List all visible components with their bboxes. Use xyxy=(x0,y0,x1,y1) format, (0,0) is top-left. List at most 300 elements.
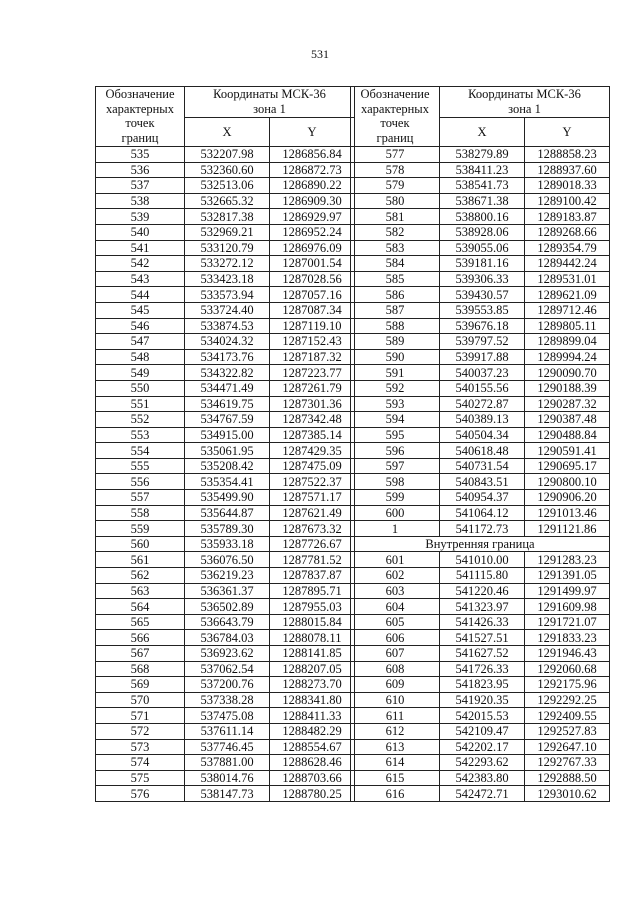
coord-y: 1286856.84 xyxy=(270,147,355,163)
point-number: 609 xyxy=(351,677,440,693)
coord-x: 542383.80 xyxy=(440,770,525,786)
table-row xyxy=(96,661,355,677)
coord-x: 538411.23 xyxy=(440,162,525,178)
coord-y: 1292647.10 xyxy=(525,739,610,755)
point-number: 570 xyxy=(96,692,185,708)
coord-y: 1290800.10 xyxy=(525,474,610,490)
point-number: 591 xyxy=(351,365,440,381)
table-row xyxy=(351,786,610,802)
table-row xyxy=(351,349,610,365)
table-row xyxy=(96,427,355,443)
table-row xyxy=(351,443,610,459)
point-number: 575 xyxy=(96,770,185,786)
table-row xyxy=(351,770,610,786)
point-number: 559 xyxy=(96,521,185,537)
table-row xyxy=(96,552,355,568)
point-number: 553 xyxy=(96,427,185,443)
table-row xyxy=(351,271,610,287)
coord-y: 1286890.22 xyxy=(270,178,355,194)
table-row xyxy=(351,723,610,739)
coord-x: 535933.18 xyxy=(185,536,270,552)
coord-y: 1291499.97 xyxy=(525,583,610,599)
point-number: 543 xyxy=(96,271,185,287)
table-row xyxy=(351,505,610,521)
table-row xyxy=(96,614,355,630)
coord-x: 535644.87 xyxy=(185,505,270,521)
coord-y: 1289712.46 xyxy=(525,302,610,318)
point-number: 568 xyxy=(96,661,185,677)
table-row xyxy=(96,474,355,490)
table-row xyxy=(351,521,610,537)
coord-y: 1288341.80 xyxy=(270,692,355,708)
coord-y: 1291946.43 xyxy=(525,646,610,662)
point-number: 590 xyxy=(351,349,440,365)
coord-y: 1287087.34 xyxy=(270,302,355,318)
coord-y: 1289183.87 xyxy=(525,209,610,225)
coord-x: 539306.33 xyxy=(440,271,525,287)
coord-y: 1287001.54 xyxy=(270,256,355,272)
coord-x: 535789.30 xyxy=(185,521,270,537)
point-number: 552 xyxy=(96,412,185,428)
point-number: 548 xyxy=(96,349,185,365)
coord-x: 534322.82 xyxy=(185,365,270,381)
coord-y: 1290695.17 xyxy=(525,458,610,474)
coord-y: 1288015.84 xyxy=(270,614,355,630)
point-number: 542 xyxy=(96,256,185,272)
table-row xyxy=(96,583,355,599)
coord-x: 541064.12 xyxy=(440,505,525,521)
coord-y: 1290591.41 xyxy=(525,443,610,459)
coord-x: 542472.71 xyxy=(440,786,525,802)
coord-y: 1287187.32 xyxy=(270,349,355,365)
coord-y: 1288207.05 xyxy=(270,661,355,677)
page-number: 531 xyxy=(311,47,329,61)
table-row xyxy=(351,224,610,240)
table-row xyxy=(351,646,610,662)
point-number: 605 xyxy=(351,614,440,630)
point-number: 580 xyxy=(351,193,440,209)
coord-y: 1293010.62 xyxy=(525,786,610,802)
table-row xyxy=(351,568,610,584)
point-number: 602 xyxy=(351,568,440,584)
coord-y: 1291391.05 xyxy=(525,568,610,584)
table-row xyxy=(96,209,355,225)
point-number: 604 xyxy=(351,599,440,615)
table-row xyxy=(351,427,610,443)
point-number: 616 xyxy=(351,786,440,802)
point-number: 571 xyxy=(96,708,185,724)
coord-x: 536076.50 xyxy=(185,552,270,568)
point-number: 539 xyxy=(96,209,185,225)
table-row xyxy=(96,630,355,646)
table-row xyxy=(96,412,355,428)
section-row xyxy=(351,536,610,552)
coord-y: 1288482.29 xyxy=(270,723,355,739)
table-row xyxy=(96,786,355,802)
coord-x: 541010.00 xyxy=(440,552,525,568)
coord-y: 1287342.48 xyxy=(270,412,355,428)
coord-x: 535499.90 xyxy=(185,490,270,506)
table-row xyxy=(351,630,610,646)
table-row xyxy=(351,287,610,303)
point-number: 558 xyxy=(96,505,185,521)
coord-x: 534024.32 xyxy=(185,334,270,350)
coord-x: 532207.98 xyxy=(185,147,270,163)
coord-y: 1291609.98 xyxy=(525,599,610,615)
point-number: 560 xyxy=(96,536,185,552)
coord-y: 1290090.70 xyxy=(525,365,610,381)
coord-x: 540843.51 xyxy=(440,474,525,490)
coord-x: 536502.89 xyxy=(185,599,270,615)
table-row xyxy=(96,365,355,381)
table-row xyxy=(96,318,355,334)
table-row xyxy=(96,443,355,459)
coord-x: 540954.37 xyxy=(440,490,525,506)
coord-x: 533423.18 xyxy=(185,271,270,287)
coord-x: 540618.48 xyxy=(440,443,525,459)
point-number: 586 xyxy=(351,287,440,303)
coord-x: 537338.28 xyxy=(185,692,270,708)
table-row xyxy=(96,271,355,287)
point-number: 556 xyxy=(96,474,185,490)
coord-y: 1287152.43 xyxy=(270,334,355,350)
point-number: 561 xyxy=(96,552,185,568)
point-number: 555 xyxy=(96,458,185,474)
coord-x: 536784.03 xyxy=(185,630,270,646)
coord-y: 1289442.24 xyxy=(525,256,610,272)
coord-x: 537611.14 xyxy=(185,723,270,739)
point-number: 583 xyxy=(351,240,440,256)
coord-x: 541220.46 xyxy=(440,583,525,599)
point-number: 567 xyxy=(96,646,185,662)
point-number: 557 xyxy=(96,490,185,506)
point-number: 573 xyxy=(96,739,185,755)
coord-x: 539055.06 xyxy=(440,240,525,256)
coord-x: 539797.52 xyxy=(440,334,525,350)
point-number: 550 xyxy=(96,380,185,396)
point-number: 572 xyxy=(96,723,185,739)
left-table-body xyxy=(96,147,355,802)
point-number: 592 xyxy=(351,380,440,396)
coord-x: 536361.37 xyxy=(185,583,270,599)
table-row xyxy=(96,521,355,537)
coord-y: 1289018.33 xyxy=(525,178,610,194)
table-row xyxy=(351,661,610,677)
table-row xyxy=(351,396,610,412)
coord-x: 538147.73 xyxy=(185,786,270,802)
point-number: 564 xyxy=(96,599,185,615)
coord-x: 532969.21 xyxy=(185,224,270,240)
table-row xyxy=(96,287,355,303)
table-row xyxy=(96,380,355,396)
coord-y: 1292292.25 xyxy=(525,692,610,708)
point-number: 537 xyxy=(96,178,185,194)
coord-x: 541323.97 xyxy=(440,599,525,615)
coord-y: 1290188.39 xyxy=(525,380,610,396)
table-row xyxy=(96,224,355,240)
coord-x: 541172.73 xyxy=(440,521,525,537)
coord-x: 539676.18 xyxy=(440,318,525,334)
coord-x: 534471.49 xyxy=(185,380,270,396)
point-number: 540 xyxy=(96,224,185,240)
point-number: 574 xyxy=(96,755,185,771)
coord-y: 1286909.30 xyxy=(270,193,355,209)
coord-x: 533120.79 xyxy=(185,240,270,256)
point-number: 611 xyxy=(351,708,440,724)
coord-x: 540037.23 xyxy=(440,365,525,381)
coord-x: 532665.32 xyxy=(185,193,270,209)
header-coordinates: Координаты МСК-36 зона 1 xyxy=(185,87,355,118)
table-row xyxy=(96,349,355,365)
table-row xyxy=(96,739,355,755)
table-row xyxy=(351,162,610,178)
table-row xyxy=(351,755,610,771)
table-row xyxy=(96,302,355,318)
coord-y: 1292060.68 xyxy=(525,661,610,677)
point-number: 569 xyxy=(96,677,185,693)
point-number: 551 xyxy=(96,396,185,412)
coord-y: 1292767.33 xyxy=(525,755,610,771)
coord-y: 1287301.36 xyxy=(270,396,355,412)
point-number: 613 xyxy=(351,739,440,755)
point-number: 612 xyxy=(351,723,440,739)
coord-x: 542109.47 xyxy=(440,723,525,739)
coord-x: 536643.79 xyxy=(185,614,270,630)
coord-y: 1287781.52 xyxy=(270,552,355,568)
coord-x: 533573.94 xyxy=(185,287,270,303)
coord-y: 1287571.17 xyxy=(270,490,355,506)
coord-x: 537746.45 xyxy=(185,739,270,755)
point-number: 582 xyxy=(351,224,440,240)
coord-x: 542202.17 xyxy=(440,739,525,755)
coord-y: 1287621.49 xyxy=(270,505,355,521)
coord-y: 1288703.66 xyxy=(270,770,355,786)
point-number: 579 xyxy=(351,178,440,194)
point-number: 593 xyxy=(351,396,440,412)
coord-y: 1288411.33 xyxy=(270,708,355,724)
coord-y: 1288554.67 xyxy=(270,739,355,755)
coord-x: 540731.54 xyxy=(440,458,525,474)
coord-y: 1289805.11 xyxy=(525,318,610,334)
coord-y: 1288858.23 xyxy=(525,147,610,163)
point-number: 577 xyxy=(351,147,440,163)
table-row xyxy=(351,240,610,256)
coord-x: 541115.80 xyxy=(440,568,525,584)
coord-x: 537200.76 xyxy=(185,677,270,693)
coord-y: 1287673.32 xyxy=(270,521,355,537)
coord-y: 1292409.55 xyxy=(525,708,610,724)
point-number: 595 xyxy=(351,427,440,443)
coord-y: 1287475.09 xyxy=(270,458,355,474)
coordinates-table-right xyxy=(350,86,610,802)
coord-x: 538671.38 xyxy=(440,193,525,209)
point-number: 599 xyxy=(351,490,440,506)
point-number: 610 xyxy=(351,692,440,708)
table-row xyxy=(351,708,610,724)
coord-x: 541726.33 xyxy=(440,661,525,677)
coord-x: 540504.34 xyxy=(440,427,525,443)
coord-x: 541627.52 xyxy=(440,646,525,662)
coord-y: 1287385.14 xyxy=(270,427,355,443)
point-number: 585 xyxy=(351,271,440,287)
table-row xyxy=(351,739,610,755)
coord-y: 1292888.50 xyxy=(525,770,610,786)
table-row xyxy=(351,334,610,350)
table-row xyxy=(96,458,355,474)
point-number: 554 xyxy=(96,443,185,459)
point-number: 578 xyxy=(351,162,440,178)
coord-x: 542293.62 xyxy=(440,755,525,771)
header-coordinates: Координаты МСК-36 зона 1 xyxy=(440,87,610,118)
coord-y: 1286952.24 xyxy=(270,224,355,240)
point-number: 615 xyxy=(351,770,440,786)
coord-x: 533724.40 xyxy=(185,302,270,318)
coord-x: 535061.95 xyxy=(185,443,270,459)
point-number: 581 xyxy=(351,209,440,225)
table-row xyxy=(96,708,355,724)
coord-y: 1287057.16 xyxy=(270,287,355,303)
coord-x: 536219.23 xyxy=(185,568,270,584)
table-row xyxy=(351,147,610,163)
point-number: 562 xyxy=(96,568,185,584)
coord-x: 538800.16 xyxy=(440,209,525,225)
point-number: 544 xyxy=(96,287,185,303)
coord-y: 1289899.04 xyxy=(525,334,610,350)
header-point-label: Обозначение характерных точек границ xyxy=(96,87,185,147)
coord-x: 532817.38 xyxy=(185,209,270,225)
point-number: 597 xyxy=(351,458,440,474)
point-number: 538 xyxy=(96,193,185,209)
point-number: 563 xyxy=(96,583,185,599)
point-number: 601 xyxy=(351,552,440,568)
coord-x: 534619.75 xyxy=(185,396,270,412)
coord-x: 541426.33 xyxy=(440,614,525,630)
coord-y: 1289531.01 xyxy=(525,271,610,287)
table-row xyxy=(96,723,355,739)
table-row xyxy=(351,552,610,568)
coord-y: 1289100.42 xyxy=(525,193,610,209)
coord-x: 538279.89 xyxy=(440,147,525,163)
coord-x: 536923.62 xyxy=(185,646,270,662)
table-row xyxy=(351,583,610,599)
table-row xyxy=(96,147,355,163)
header-x: X xyxy=(185,118,270,147)
point-number: 587 xyxy=(351,302,440,318)
coord-x: 537475.08 xyxy=(185,708,270,724)
table-row xyxy=(96,599,355,615)
coord-y: 1288078.11 xyxy=(270,630,355,646)
coord-y: 1291833.23 xyxy=(525,630,610,646)
coord-x: 539181.16 xyxy=(440,256,525,272)
coord-x: 533272.12 xyxy=(185,256,270,272)
table-row xyxy=(96,568,355,584)
point-number: 547 xyxy=(96,334,185,350)
point-number: 541 xyxy=(96,240,185,256)
point-number: 549 xyxy=(96,365,185,381)
header-point-label: Обозначение характерных точек границ xyxy=(351,87,440,147)
point-number: 535 xyxy=(96,147,185,163)
point-number: 607 xyxy=(351,646,440,662)
coord-x: 534173.76 xyxy=(185,349,270,365)
point-number: 565 xyxy=(96,614,185,630)
coord-y: 1287955.03 xyxy=(270,599,355,615)
coord-y: 1288273.70 xyxy=(270,677,355,693)
coord-x: 539553.85 xyxy=(440,302,525,318)
coord-y: 1291121.86 xyxy=(525,521,610,537)
coord-y: 1291013.46 xyxy=(525,505,610,521)
coord-y: 1291283.23 xyxy=(525,552,610,568)
coord-x: 537881.00 xyxy=(185,755,270,771)
table-row xyxy=(351,412,610,428)
table-row xyxy=(351,474,610,490)
coord-y: 1292527.83 xyxy=(525,723,610,739)
coord-y: 1287028.56 xyxy=(270,271,355,287)
table-row xyxy=(351,458,610,474)
table-row xyxy=(351,193,610,209)
coord-x: 540389.13 xyxy=(440,412,525,428)
coord-x: 541527.51 xyxy=(440,630,525,646)
table-row xyxy=(96,193,355,209)
coord-x: 533874.53 xyxy=(185,318,270,334)
coord-x: 540272.87 xyxy=(440,396,525,412)
coord-y: 1286976.09 xyxy=(270,240,355,256)
point-number: 606 xyxy=(351,630,440,646)
right-table-body xyxy=(351,147,610,802)
coord-y: 1287223.77 xyxy=(270,365,355,381)
coord-x: 534915.00 xyxy=(185,427,270,443)
point-number: 603 xyxy=(351,583,440,599)
coord-y: 1287429.35 xyxy=(270,443,355,459)
coord-y: 1291721.07 xyxy=(525,614,610,630)
table-row xyxy=(351,490,610,506)
point-number: 576 xyxy=(96,786,185,802)
header-y: Y xyxy=(270,118,355,147)
coord-x: 542015.53 xyxy=(440,708,525,724)
coord-y: 1287119.10 xyxy=(270,318,355,334)
table-row xyxy=(96,536,355,552)
point-number: 594 xyxy=(351,412,440,428)
coord-y: 1289621.09 xyxy=(525,287,610,303)
table-row xyxy=(96,770,355,786)
table-row xyxy=(96,755,355,771)
coord-y: 1288628.46 xyxy=(270,755,355,771)
section-label: Внутренняя граница xyxy=(351,536,610,552)
point-number: 536 xyxy=(96,162,185,178)
coord-y: 1287726.67 xyxy=(270,536,355,552)
coord-x: 538928.06 xyxy=(440,224,525,240)
coord-x: 538541.73 xyxy=(440,178,525,194)
coord-x: 541920.35 xyxy=(440,692,525,708)
table-row xyxy=(96,677,355,693)
coord-y: 1288780.25 xyxy=(270,786,355,802)
table-row xyxy=(351,365,610,381)
coord-y: 1289268.66 xyxy=(525,224,610,240)
table-row xyxy=(96,490,355,506)
table-row xyxy=(96,505,355,521)
table-row xyxy=(351,599,610,615)
coord-x: 532513.06 xyxy=(185,178,270,194)
table-row xyxy=(351,692,610,708)
point-number: 589 xyxy=(351,334,440,350)
coord-y: 1286872.73 xyxy=(270,162,355,178)
table-row xyxy=(96,178,355,194)
header-x: X xyxy=(440,118,525,147)
table-row xyxy=(351,614,610,630)
table-row xyxy=(96,646,355,662)
coord-x: 540155.56 xyxy=(440,380,525,396)
table-row xyxy=(351,302,610,318)
table-row xyxy=(96,334,355,350)
